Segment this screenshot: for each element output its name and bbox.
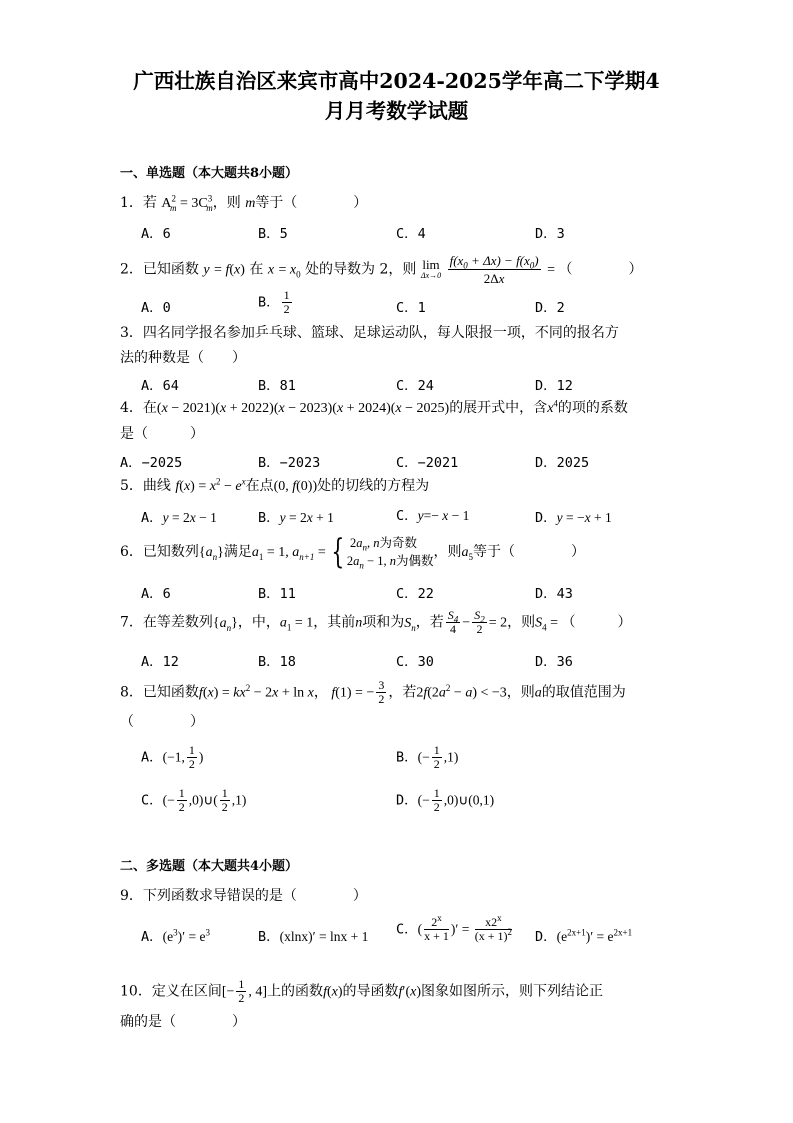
- q1-option-d: D．3: [535, 226, 565, 242]
- q3-option-c: C．24: [396, 378, 434, 394]
- section-heading-single-choice: 一、单选题（本大题共8小题）: [120, 166, 299, 181]
- question-10-line-2: 确的是（ ）: [120, 1014, 246, 1030]
- question-4-line-2: 是（ ）: [120, 426, 204, 442]
- q5-option-a: A．y = 2x − 1: [141, 510, 217, 526]
- q8-option-d: D．(− $\frac{1}{2}$ ,0)∪(0,1): [396, 786, 495, 814]
- section-heading-multi-choice: 二、多选题（本大题共4小题）: [120, 859, 299, 874]
- q7-option-c: C．30: [396, 654, 434, 670]
- question-5: 5．曲线 $f(x) = x^2 - e^x$在点(0, f(0))处的切线的方程为: [120, 476, 430, 494]
- question-10: 10．定义在区间[− $\frac{1}{2}$ , 4]上的函数f(x)的导函数f′(x)图象如图所示，则下列结论正: [120, 977, 604, 1005]
- q8-option-b: B．(− $\frac{1}{2}$ ,1): [396, 743, 459, 771]
- q2-option-b: B． $\frac{1}{2}$: [258, 288, 290, 316]
- q5-option-d: D．y = −x + 1: [535, 510, 612, 526]
- question-2: 2．已知函数 y = f(x) 在 $x = x_0$ 处的导数为 2，则 lim Δx→0 $\frac{f(x_0 + \Delta x) - f(x_0)}{2\Delta x}$ = （ ）: [120, 253, 643, 286]
- question-8-line-2: （ ）: [120, 714, 204, 730]
- q9-option-b: B．(xlnx)′ = lnx + 1: [258, 929, 369, 945]
- q5-option-b: B．y = 2x + 1: [258, 510, 334, 526]
- q9-option-d: D．$(e^{2x+1})' = e^{2x+1}$: [535, 927, 633, 945]
- q7-option-d: D．36: [535, 654, 573, 670]
- question-3-line-2: 法的种数是（ ）: [120, 350, 246, 366]
- q6-option-a: A．6: [141, 586, 171, 602]
- q7-option-b: B．18: [258, 654, 296, 670]
- q4-option-b: B．−2023: [258, 455, 321, 471]
- question-6: 6．已知数列$\{a_n\}$满足$a_1 = 1$, $a_{n+1}$ = { $2a_n$, n为奇数 $2a_n - 1$, n为偶数 ，则$a_5$等于（ ）: [120, 532, 585, 572]
- page-title: [100, 66, 693, 126]
- q3-option-b: B．81: [258, 378, 296, 394]
- question-3-line-1: 3．四名同学报名参加乒乓球、篮球、足球运动队，每人限报一项，不同的报名方: [120, 325, 619, 341]
- q1-option-c: C．4: [396, 226, 426, 242]
- q8-option-c: C．(− $\frac{1}{2}$ ,0)∪( $\frac{1}{2}$ ,1): [141, 786, 247, 814]
- question-1: 1．若 $A^2_m = 3C^3_m$，则 m等于（ ）: [120, 193, 368, 213]
- q9-option-c: C．( $\frac{2^x}{x + 1}$ )′ = $\frac{x2^x}{(x + 1)^2}$: [396, 913, 512, 943]
- q3-option-d: D．12: [535, 378, 573, 394]
- q5-option-c: C．y=− x − 1: [396, 508, 470, 524]
- q8-option-a: A．(−1, $\frac{1}{2}$ ): [141, 743, 204, 771]
- q9-option-a: A．$(e^3)' = e^3$: [141, 927, 210, 945]
- q3-option-a: A．64: [141, 378, 179, 394]
- question-9: 9．下列函数求导错误的是（ ）: [120, 888, 367, 904]
- q2-option-c: C．1: [396, 300, 426, 316]
- title-line-2: 月月考数学试题: [324, 99, 469, 123]
- q6-option-b: B．11: [258, 586, 296, 602]
- question-7: 7．在等差数列$\{a_n\}$，中，$a_1 = 1$，其前n项和为$S_n$，若 $\frac{S_4}{4}$ − $\frac{S_2}{2}$ = 2，则$S_4$ = （ ）: [120, 608, 632, 636]
- q6-option-d: D．43: [535, 586, 573, 602]
- question-4: 4．在(x − 2021)(x + 2022)(x − 2023)(x + 2024)(x − 2025)的展开式中，含$x^4$的项的系数: [120, 398, 628, 416]
- q2-option-a: A．0: [141, 300, 171, 316]
- q2-option-d: D．2: [535, 300, 565, 316]
- question-8: 8．已知函数$f(x) = kx^2 - 2x + \ln x$， f(1) = − $\frac{3}{2}$ ，若$2f(2a^2 - a) < -3$，则a的取值范围为: [120, 678, 626, 706]
- q1-option-a: A．6: [141, 226, 171, 242]
- q4-option-d: D．2025: [535, 455, 590, 471]
- q1-option-b: B．5: [258, 226, 288, 242]
- title-line-1: 广西壮族自治区来宾市高中2024-2025学年高二下学期4: [133, 69, 660, 93]
- q6-option-c: C．22: [396, 586, 434, 602]
- q4-option-c: C．−2021: [396, 455, 459, 471]
- q7-option-a: A．12: [141, 654, 179, 670]
- q4-option-a: A．−2025: [120, 455, 183, 471]
